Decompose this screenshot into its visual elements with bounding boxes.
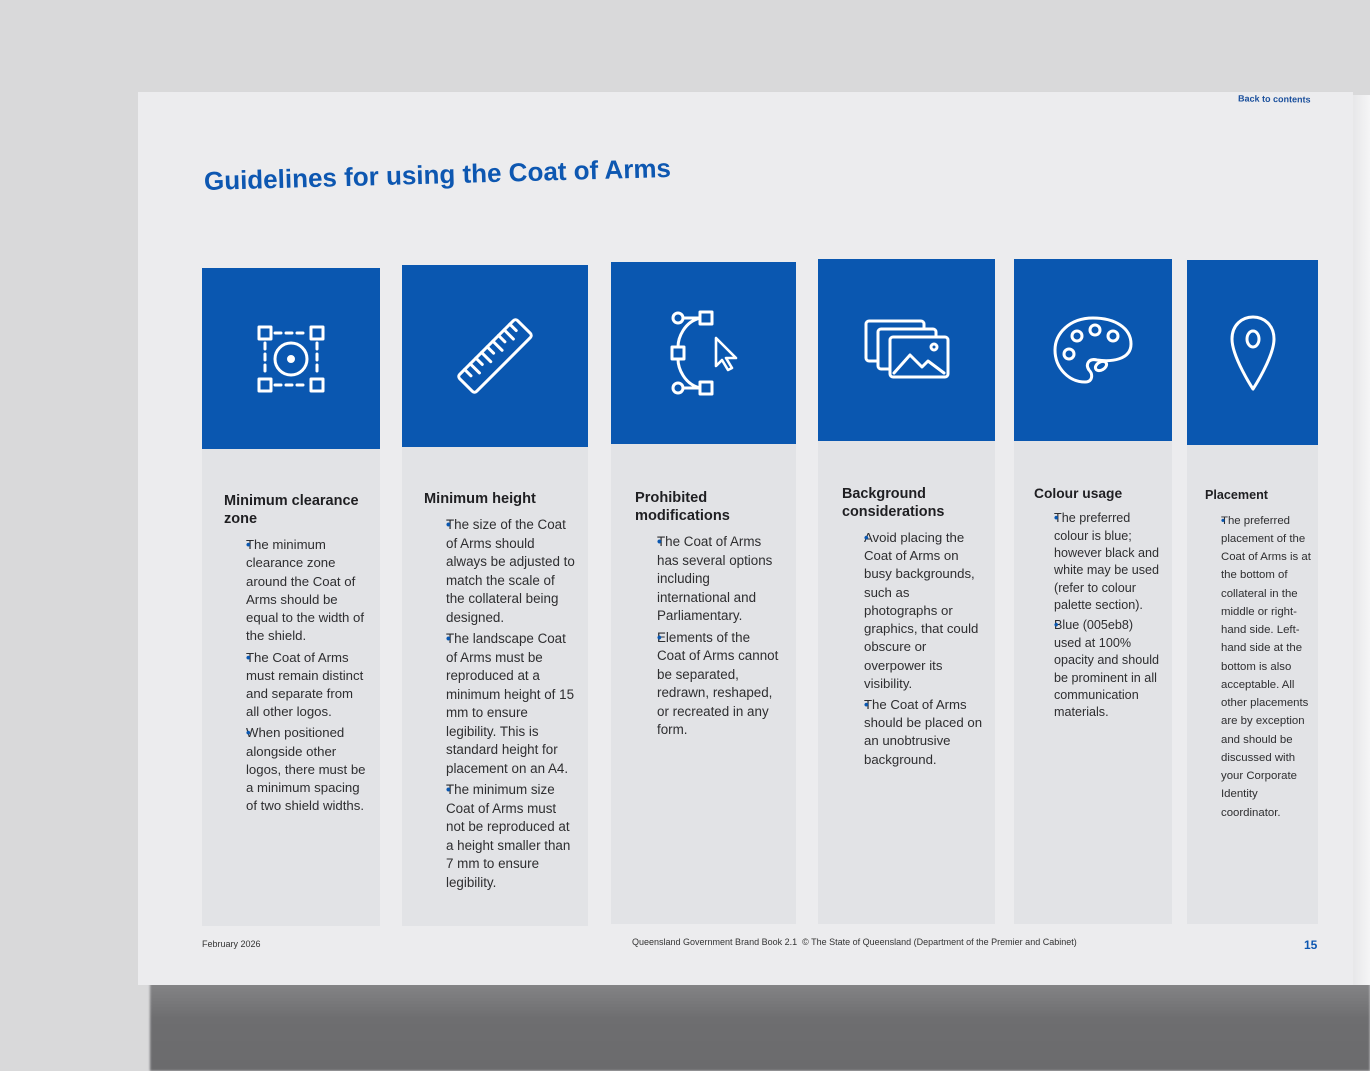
bullet: • The preferred placement of the Coat of Arms is at the bottom of collateral in the middle or right-hand side. Left-hand side at the bottom is also acceptable. All other placements are by exception and should be discussed with your Corporate Identity coordinator.: [1205, 512, 1312, 822]
page-number: 15: [1304, 938, 1318, 952]
bullet: • The size of the Coat of Arms should always be adjusted to match the scale of the collateral being designed.: [424, 516, 576, 627]
card-title: Colour usage: [1034, 486, 1123, 501]
page-title: Guidelines for using the Coat of Arms: [203, 152, 672, 196]
card-placement: [1187, 260, 1318, 924]
card-prohibited-modifications: [611, 262, 796, 924]
bullet: • Blue (005eb8) used at 100% opacity and should be prominent in all communication materials.: [1034, 617, 1162, 721]
bullet: • The Coat of Arms should be placed on an unobtrusive background.: [842, 696, 983, 769]
card-title: Minimum clearance zone: [224, 493, 359, 528]
footer-copyright: Queensland Government Brand Book 2.1 © The State of Queensland (Department of the Premier and Cabinet): [632, 937, 1077, 947]
bullet: • The minimum size Coat of Arms must not be reproduced at a height smaller than 7 mm to ensure legibility.: [424, 781, 576, 892]
card-colour-usage: [1014, 259, 1172, 924]
location-pin-icon: [1228, 313, 1278, 393]
card-header: [1187, 260, 1318, 445]
card-text: [202, 492, 380, 819]
footer-date: February 2026: [202, 939, 261, 949]
card-title: Minimum height: [424, 491, 536, 507]
bullet: • The preferred colour is blue; however black and white may be used (refer to colour palette section).: [1034, 510, 1162, 614]
card-text: [611, 489, 796, 743]
bullet-list: [842, 529, 983, 769]
back-to-contents-link[interactable]: Back to contents: [1237, 93, 1311, 105]
palette-icon: [1051, 314, 1135, 386]
bullet: • The landscape Coat of Arms must be reproduced at a minimum height of 15 mm to ensure legibility. This is standard height for placement on an A4.: [424, 630, 576, 778]
card-title: Prohibited modifications: [635, 490, 730, 525]
card-minimum-clearance-zone: [202, 268, 380, 926]
ruler-icon: [450, 311, 540, 401]
images-icon: [862, 317, 952, 383]
card-title: Background considerations: [842, 486, 945, 520]
card-header: [202, 268, 380, 449]
card-minimum-height: [402, 265, 588, 926]
bullet: • The minimum clearance zone around the Coat of Arms should be equal to the width of the shield.: [224, 536, 366, 645]
bullet-list: [224, 536, 366, 815]
bullet: • When positioned alongside other logos, there must be a minimum spacing of two shield widths.: [224, 724, 366, 815]
card-header: [1014, 259, 1172, 441]
book-shadow: [150, 975, 1370, 1071]
bullet: • Avoid placing the Coat of Arms on busy backgrounds, such as photographs or graphics, that could obscure or overpower its visibility.: [842, 529, 983, 693]
card-text: [818, 485, 995, 772]
card-header: [611, 262, 796, 444]
bullet-list: [424, 516, 576, 892]
bullet: • Elements of the Coat of Arms cannot be separated, redrawn, reshaped, or recreated in any form.: [635, 629, 782, 740]
bullet: • The Coat of Arms must remain distinct and separate from all other logos.: [224, 649, 366, 722]
card-text: [402, 490, 588, 895]
card-header: [818, 259, 995, 441]
card-header: [402, 265, 588, 447]
bullet-list: [1034, 510, 1162, 722]
card-text: [1014, 485, 1172, 725]
bullet: • The Coat of Arms has several options including international and Parliamentary.: [635, 533, 782, 626]
clearance-zone-icon: [251, 319, 331, 399]
bullet-list: [635, 533, 782, 740]
card-title: Placement: [1205, 488, 1268, 502]
bullet-list: [1205, 512, 1312, 822]
card-text: [1187, 488, 1318, 825]
card-background-considerations: [818, 259, 995, 924]
vector-path-icon: [664, 308, 744, 398]
